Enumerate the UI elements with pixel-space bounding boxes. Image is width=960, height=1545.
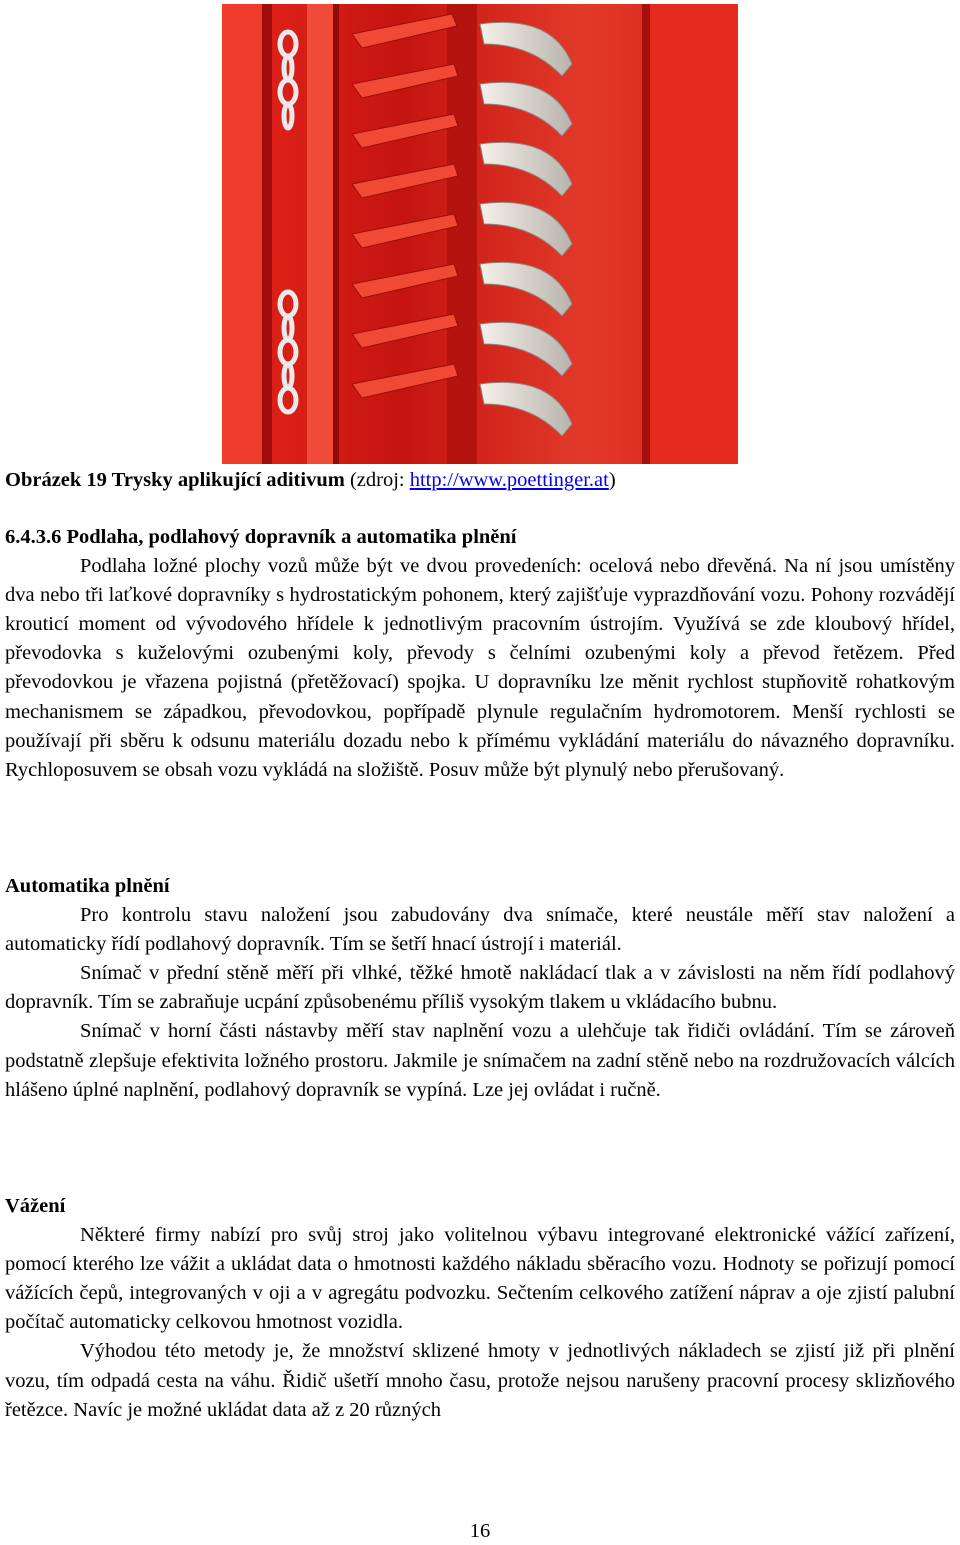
- caption-source-prefix: (zdroj:: [349, 469, 410, 491]
- figure-caption: [5, 466, 955, 495]
- paragraph: Podlaha ložné plochy vozů může být ve dvou provedeních: ocelová nebo dřevěná. Na ní jsou umístěny dva nebo tři laťkové dopravníky s hydrostatickým pohonem, který zajišťuje vyprazdňování vozu. Pohony rozvádějí krouticí moment od vývodového hřídele k jednotlivým pracovním ústrojím. Využívá se zde kloubový hřídel, převodovka s kuželovými ozubenými koly, převody s čelními ozubenými koly a převod řetězem. Před převodovkou je vřazena pojistná (přetěžovací) spojka. U dopravníku lze měnit rychlost stupňovitě rohatkovým mechanismem se západkou, převodovkou, popřípadě plynule regulačním hydromotorem. Menší rychlosti se používají při sběru k odsunu materiálu dozadu nebo k přímému vykládání materiálu do návazného dopravníku. Rychloposuvem se obsah vozu vykládá na složiště. Posuv může být plynulý nebo přerušovaný.: [5, 555, 955, 781]
- paragraph: Výhodou této metody je, že množství sklizené hmoty v jednotlivých nákladech se zjistí již při plnění vozu, tím odpadá cesta na váhu. Řidič ušetří mnoho času, protože nejsou narušeny pracovní procesy sklizňového řetězce. Navíc je možné ukládat data až z 20 různých: [5, 1340, 955, 1421]
- section-heading: 6.4.3.6 Podlaha, podlahový dopravník a automatika plnění: [5, 526, 517, 548]
- paragraph: Některé firmy nabízí pro svůj stroj jako volitelnou výbavu integrované elektronické vážící zařízení, pomocí kterého lze vážit a ukládat data o hmotnosti každého nákladu sběracího vozu. Hodnoty se pořizují pomocí vážících čepů, integrovaných v oji a v agregátu podvozku. Sečtením celkového zatížení náprav a oje zjistí palubní počítač automaticky celkovou hmotnost vozidla.: [5, 1224, 955, 1334]
- paragraph: Snímač v přední stěně měří při vlhké, těžké hmotě nakládací tlak a v závislosti na něm řídí podlahový dopravník. Tím se zabraňuje ucpání způsobenému příliš vysokým tlakem u vkládacího bubnu.: [5, 962, 955, 1014]
- caption-title: Obrázek 19 Trysky aplikující aditivum: [5, 469, 345, 491]
- section-floor: [5, 523, 955, 785]
- section-heading: Vážení: [5, 1195, 66, 1217]
- caption-source-suffix: ): [608, 469, 616, 491]
- figure-photo: [222, 4, 738, 464]
- section-automation: [5, 872, 955, 1105]
- page-number: 16: [469, 1520, 491, 1542]
- source-link[interactable]: http://www.poettinger.at: [409, 469, 609, 491]
- paragraph: Snímač v horní části nástavby měří stav naplnění vozu a ulehčuje tak řidiči ovládání. Tím se zároveň podstatně zlepšuje efektivita ložného prostoru. Jakmile je snímačem na zadní stěně nebo na rozdružovacích válcích hlášeno úplné naplnění, podlahový dopravník se vypíná. Lze jej ovládat i ručně.: [5, 1020, 955, 1101]
- paragraph: Pro kontrolu stavu naložení jsou zabudovány dva snímače, které neustále měří stav naložení a automaticky řídí podlahový dopravník. Tím se šetří hnací ústrojí i materiál.: [5, 904, 955, 956]
- section-heading: Automatika plnění: [5, 875, 170, 897]
- section-weighing: [5, 1192, 955, 1425]
